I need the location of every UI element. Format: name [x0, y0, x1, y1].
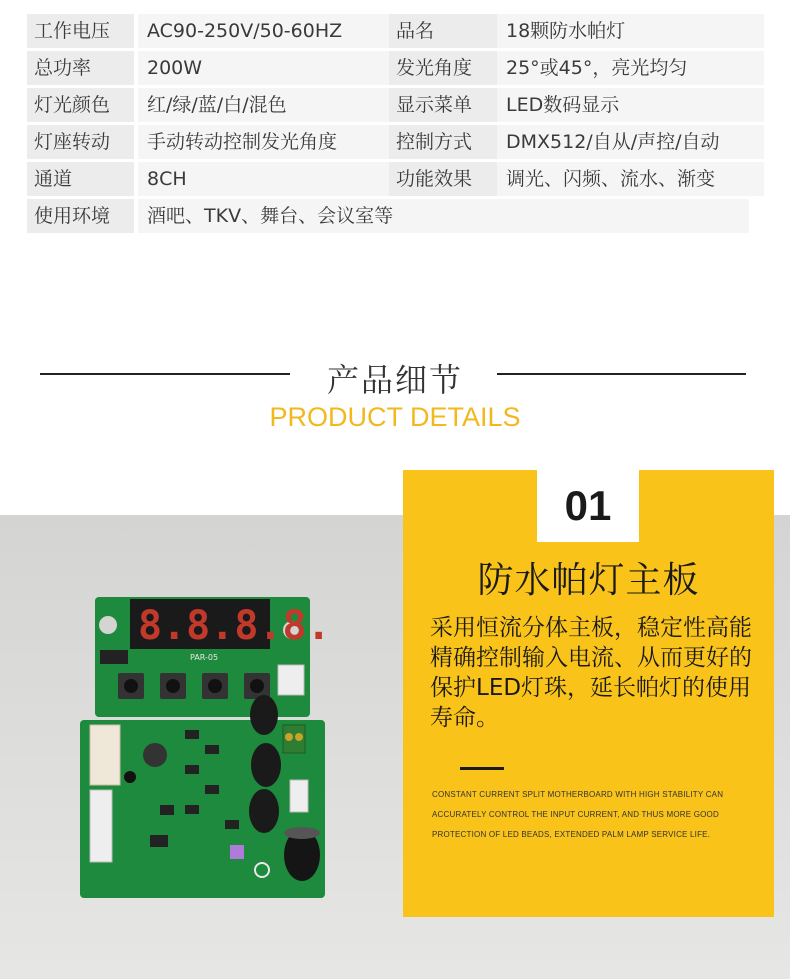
spec-row: [27, 162, 764, 198]
detail-title: 防水帕灯主板: [477, 560, 700, 601]
spec-table: [27, 14, 764, 236]
spec-value: 手动转动控制发光角度: [138, 125, 411, 159]
spec-value: AC90-250V/50-60HZ: [138, 14, 411, 48]
detail-number: 01: [537, 470, 639, 542]
spec-value: LED数码显示: [497, 88, 764, 122]
spec-value: 200W: [138, 51, 411, 85]
spec-value: 18颗防水帕灯: [497, 14, 764, 48]
spec-label: 品名: [389, 14, 497, 48]
spec-label: 总功率: [27, 51, 134, 85]
detail-description-en: CONSTANT CURRENT SPLIT MOTHERBOARD WITH HIGH STABILITY CAN ACCURATELY CONTROL THE INPUT CURRENT, AND THUS MORE GOOD PROTECTION OF LED BEADS, EXTENDED PALM LAMP SERVICE LIFE.: [432, 790, 724, 839]
spec-label: 灯座转动: [27, 125, 134, 159]
spec-row: [27, 14, 764, 50]
section-title: 产品细节: [326, 361, 463, 399]
detail-rule: [460, 767, 504, 770]
spec-label: 工作电压: [27, 14, 134, 48]
spec-label: 控制方式: [389, 125, 497, 159]
spec-label: 发光角度: [389, 51, 497, 85]
detail-card: [403, 470, 774, 917]
spec-value: 红/绿/蓝/白/混色: [138, 88, 411, 122]
spec-value: 酒吧、TKV、舞台、会议室等: [138, 199, 749, 233]
spec-value: 25°或45°，亮光均匀: [497, 51, 764, 85]
spec-label: 功能效果: [389, 162, 497, 196]
spec-label: 显示菜单: [389, 88, 497, 122]
spec-value: 调光、闪频、流水、渐变: [497, 162, 764, 196]
spec-value: DMX512/自从/声控/自动: [497, 125, 764, 159]
display-board: [95, 597, 331, 717]
spec-label: 灯光颜色: [27, 88, 134, 122]
spec-label: 使用环境: [27, 199, 134, 233]
main-board: [80, 695, 325, 898]
board-label: PAR-05: [190, 653, 219, 662]
spec-label: 通道: [27, 162, 134, 196]
svg-text:8.8.8.8.: 8.8.8.8.: [138, 603, 331, 649]
section-subtitle: PRODUCT DETAILS: [269, 402, 521, 432]
spec-value: 8CH: [138, 162, 411, 196]
detail-description: 采用恒流分体主板，稳定性高能精确控制输入电流、从而更好的保护LED灯珠，延长帕灯的使用寿命。: [430, 615, 752, 731]
spec-row: [27, 125, 764, 161]
spec-row: [27, 88, 764, 124]
spec-row: [27, 199, 764, 235]
spec-row: [27, 51, 764, 87]
